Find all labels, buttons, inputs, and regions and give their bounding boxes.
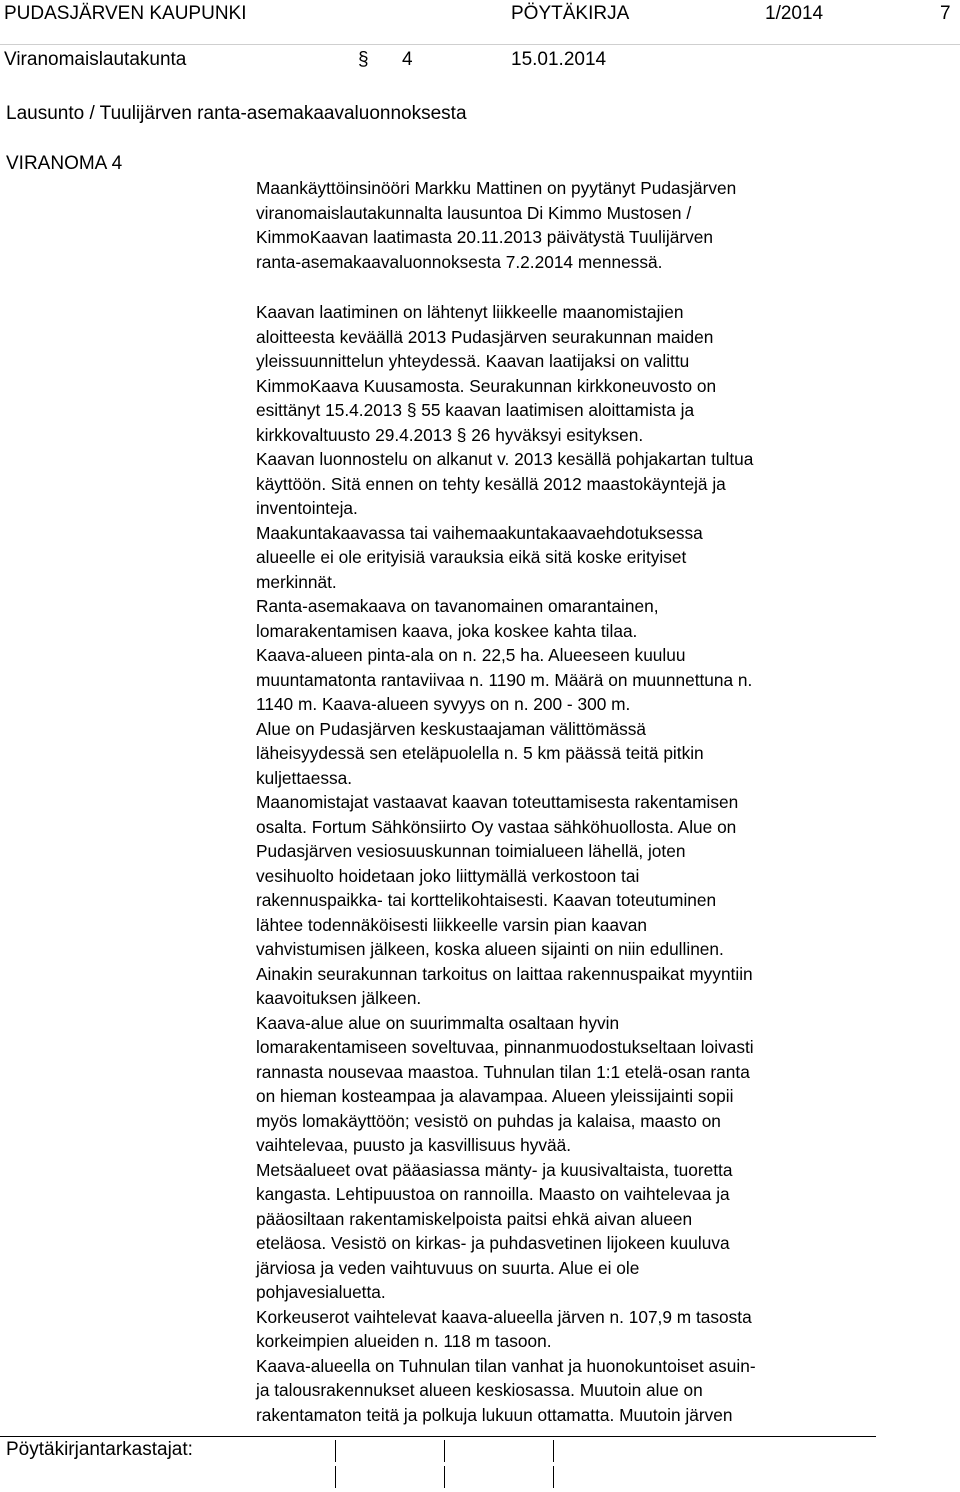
text-line: Alue on Pudasjärven keskustaajaman välittömässä [256, 718, 647, 739]
text-line: muuntamatonta rantaviivaa n. 1190 m. Määrä on muunnettuna n. [256, 669, 753, 690]
text-line: KimmoKaava Kuusamosta. Seurakunnan kirkkoneuvosto on [256, 375, 717, 396]
text-line: vahvistumisen jälkeen, koska alueen sijainti on niin edullinen. [256, 939, 724, 959]
text-line: osalta. Fortum Sähkönsiirto Oy vastaa sähköhuollosta. Alue on [256, 816, 737, 837]
text-line: kuljettaessa. [256, 767, 353, 788]
text-line: pohjavesialuetta. [256, 1282, 386, 1302]
text-line: kaavoituksen jälkeen. [256, 988, 422, 1008]
text-line: kangasta. Lehtipuustoa on rannoilla. Maasto on vaihtelevaa ja [256, 1184, 730, 1204]
section-label: VIRANOMA 4 [6, 153, 123, 174]
text-line: pääosiltaan rakentamiskelpoista paitsi ehkä aivan alueen [256, 1208, 693, 1229]
text-line: Kaava-alueella on Tuhnulan tilan vanhat ja huonokuntoiset asuin- [256, 1355, 756, 1376]
text-line: Ainakin seurakunnan tarkoitus on laittaa rakennuspaikat myyntiin [256, 963, 753, 984]
organization-name: PUDASJÄRVEN KAUPUNKI [4, 3, 247, 24]
text-line: Kaava-alueen pinta-ala on n. 22,5 ha. Alueeseen kuuluu [256, 645, 686, 665]
meeting-date: 15.01.2014 [511, 49, 607, 70]
text-line: kirkkovaltuusto 29.4.2013 § 26 hyväksyi esityksen. [256, 424, 644, 445]
text-line: lomarakentamiseen soveltuvaa, pinnanmuodostukseltaan loivasti [256, 1037, 754, 1057]
signature-field-divider [444, 1440, 445, 1462]
text-line: on hieman kosteampaa ja alavampaa. Alueen yleissijainti sopii [256, 1086, 734, 1106]
item-number: 4 [402, 49, 413, 70]
text-line: ranta-asemakaavaluonnoksesta 7.2.2014 mennessä. [256, 251, 663, 272]
section-mark: § [358, 49, 369, 70]
text-line: rakennuspaikka- tai korttelikohtaisesti. Kaavan toteutuminen [256, 890, 717, 910]
page-number: 7 [940, 3, 951, 24]
text-line: lomarakentamisen kaava, joka koskee kahta tilaa. [256, 620, 638, 641]
text-line: rannasta nousevaa maastoa. Tuhnulan tilan 1:1 etelä-osan ranta [256, 1061, 750, 1082]
signature-field-divider [335, 1466, 336, 1488]
signature-field-divider [553, 1440, 554, 1462]
signature-field-divider [335, 1440, 336, 1462]
text-line: myös lomakäyttöön; vesistö on puhdas ja kalaisa, maasto on [256, 1110, 721, 1131]
text-line: Kaavan luonnostelu on alkanut v. 2013 kesällä pohjakartan tultua [256, 449, 754, 469]
signature-field-divider [444, 1466, 445, 1488]
text-line: aloitteesta keväällä 2013 Pudasjärven seurakunnan maiden [256, 326, 714, 347]
board-name: Viranomaislautakunta [4, 49, 187, 70]
text-line: käyttöön. Sitä ennen on tehty kesällä 2012 maastokäyntejä ja [256, 473, 726, 494]
text-line: Ranta-asemakaava on tavanomainen omarantainen, [256, 596, 659, 616]
subject-title: Lausunto / Tuulijärven ranta-asemakaavaluonnoksesta [6, 103, 467, 124]
text-line: Kaavan laatiminen on lähtenyt liikkeelle maanomistajien [256, 302, 684, 322]
text-line: vesihuolto hoidetaan joko liittymällä verkostoon tai [256, 865, 640, 886]
text-line: viranomaislautakunnalta lausuntoa Di Kimmo Mustosen / [256, 202, 692, 223]
text-line: esittänyt 15.4.2013 § 55 kaavan laatimisen aloittamista ja [256, 400, 695, 420]
text-line: läheisyydessä sen eteläpuolella n. 5 km päässä teitä pitkin [256, 743, 704, 763]
paragraph-request [256, 176, 876, 274]
text-line: Maanomistajat vastaavat kaavan toteuttamisesta rakentamisen [256, 792, 739, 812]
text-line: Korkeuserot vaihtelevat kaava-alueella järven n. 107,9 m tasosta [256, 1306, 752, 1327]
text-line: alueelle ei ole erityisiä varauksia eikä sitä koske erityiset [256, 547, 687, 567]
text-line: järviosa ja veden vaihtuvuus on suurta. Alue ei ole [256, 1257, 640, 1278]
text-line: korkeimpien alueiden n. 118 m tasoon. [256, 1331, 552, 1351]
text-line: merkinnät. [256, 571, 337, 592]
text-line: Metsäalueet ovat pääasiassa mänty- ja kuusivaltaista, tuoretta [256, 1159, 733, 1180]
text-line: KimmoKaavan laatimasta 20.11.2013 päivätystä Tuulijärven [256, 227, 713, 247]
text-line: ja talousrakennukset alueen keskiosassa. Muutoin alue on [256, 1380, 703, 1400]
text-line: Pudasjärven vesiosuuskunnan toimialueen lähellä, joten [256, 841, 686, 861]
reviewers-label: Pöytäkirjantarkastajat: [6, 1439, 193, 1460]
text-line: rakentamaton teitä ja polkuja lukuun ottamatta. Muutoin järven [256, 1404, 733, 1425]
paragraph-description [256, 300, 876, 1427]
text-line: lähtee todennäköisesti liikkeelle varsin pian kaavan [256, 914, 647, 935]
text-line: Maankäyttöinsinööri Markku Mattinen on pyytänyt Pudasjärven [256, 178, 737, 198]
header-divider [0, 44, 960, 45]
document-number: 1/2014 [765, 3, 824, 24]
text-line: vaihtelevaa, puusto ja kasvillisuus hyvää. [256, 1135, 572, 1155]
text-line: Kaava-alue alue on suurimmalta osaltaan hyvin [256, 1012, 620, 1033]
text-line: Maakuntakaavassa tai vaihemaakuntakaavaehdotuksessa [256, 522, 703, 543]
document-type: PÖYTÄKIRJA [511, 3, 630, 24]
text-line: yleissuunnittelun yhteydessä. Kaavan laatijaksi on valittu [256, 351, 690, 371]
signature-field-divider [553, 1466, 554, 1488]
footer-divider [0, 1436, 876, 1437]
text-line: 1140 m. Kaava-alueen syvyys on n. 200 - 300 m. [256, 694, 631, 714]
text-line: eteläosa. Vesistö on kirkas- ja puhdasvetinen lijokeen kuuluva [256, 1233, 730, 1253]
text-line: inventointeja. [256, 498, 358, 518]
